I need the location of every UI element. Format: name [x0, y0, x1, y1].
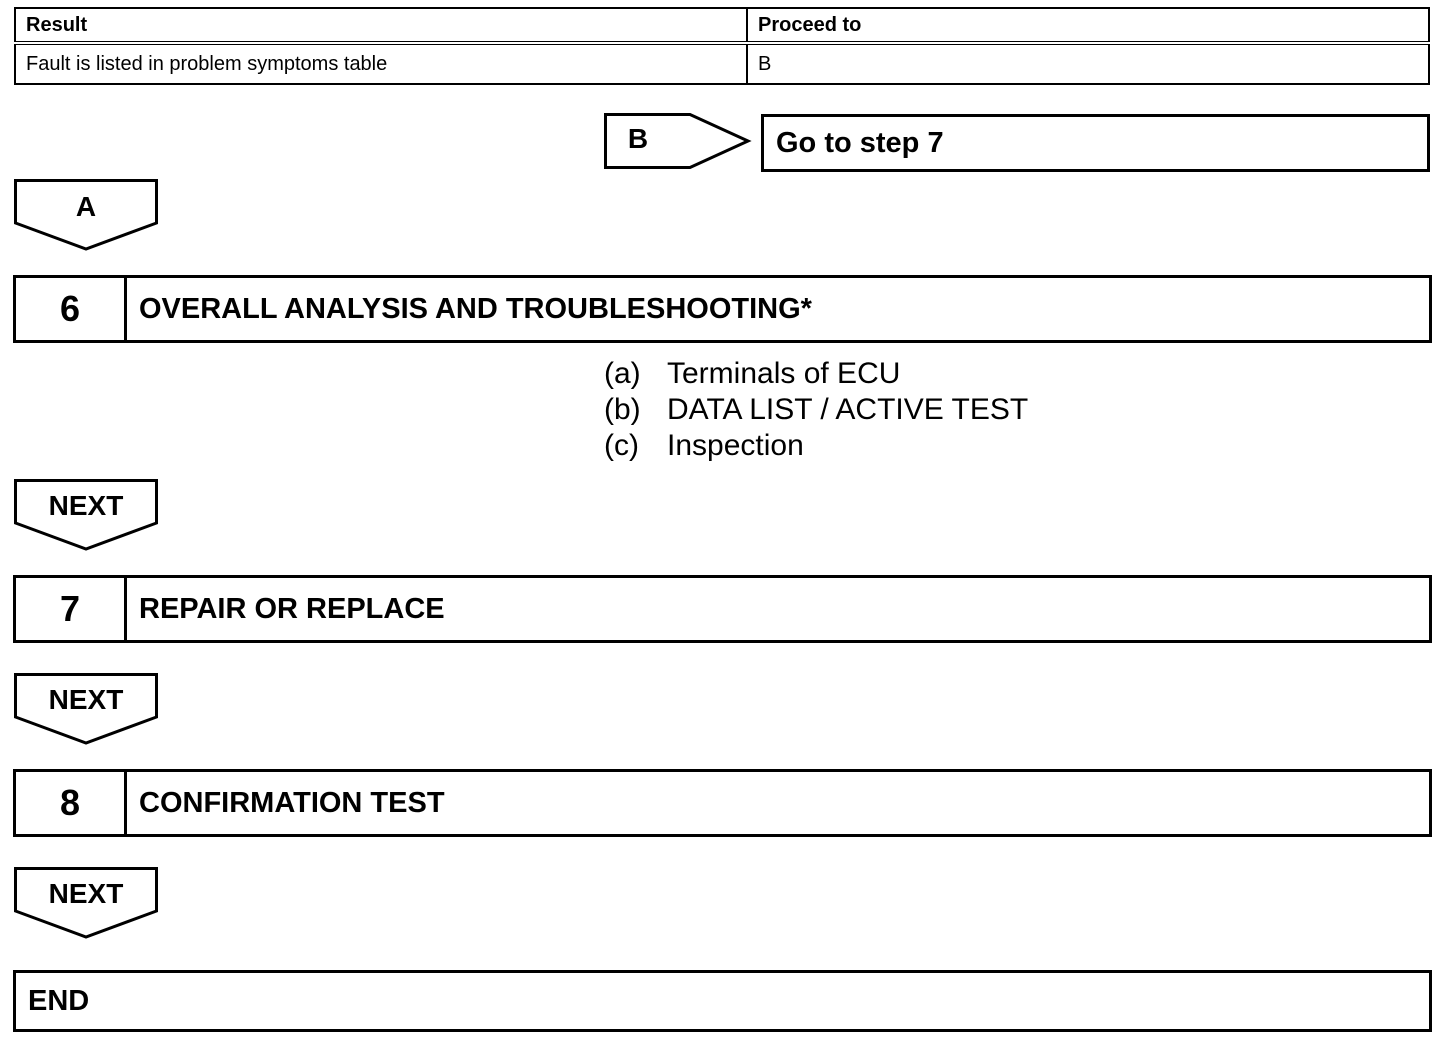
- step-number: 8: [16, 772, 127, 834]
- branch-a-tag: [14, 179, 158, 251]
- result-cell: Fault is listed in problem symptoms table: [15, 43, 747, 84]
- table-row: [15, 43, 1429, 84]
- branch-b-label: B: [627, 123, 649, 154]
- next-tag-2: [14, 673, 158, 745]
- step-number: 6: [16, 278, 127, 340]
- next-tag-3: [14, 867, 158, 939]
- result-table: [14, 7, 1430, 85]
- step-number: 7: [16, 578, 127, 640]
- step-8: [13, 769, 1432, 837]
- step-title: OVERALL ANALYSIS AND TROUBLESHOOTING*: [139, 292, 812, 325]
- proceed-cell: B: [747, 43, 1429, 84]
- table-header-row: [15, 8, 1429, 43]
- list-item: [604, 392, 1028, 428]
- header-result: Result: [15, 8, 747, 43]
- header-proceed-to: Proceed to: [747, 8, 1429, 43]
- list-item: [604, 428, 1028, 464]
- list-text: Inspection: [667, 429, 804, 462]
- branch-a-label: A: [75, 191, 97, 222]
- list-text: DATA LIST / ACTIVE TEST: [667, 393, 1029, 426]
- next-label: NEXT: [48, 490, 124, 521]
- step-title: REPAIR OR REPLACE: [139, 592, 445, 625]
- next-label: NEXT: [48, 684, 124, 715]
- list-marker: (c): [604, 429, 639, 462]
- list-item: [604, 356, 1028, 392]
- end-label: END: [28, 984, 90, 1017]
- step-title: CONFIRMATION TEST: [139, 786, 445, 819]
- step-6: [13, 275, 1432, 343]
- step-7: [13, 575, 1432, 643]
- list-text: Terminals of ECU: [667, 357, 901, 390]
- list-marker: (a): [604, 357, 641, 390]
- end-box: [13, 970, 1432, 1032]
- branch-b-tag: [604, 113, 750, 169]
- goto-step-box: [761, 114, 1430, 172]
- goto-step-text: Go to step 7: [776, 126, 944, 159]
- list-marker: (b): [604, 393, 641, 426]
- next-tag-1: [14, 479, 158, 551]
- next-label: NEXT: [48, 878, 124, 909]
- step-6-sub-list: [604, 356, 1028, 464]
